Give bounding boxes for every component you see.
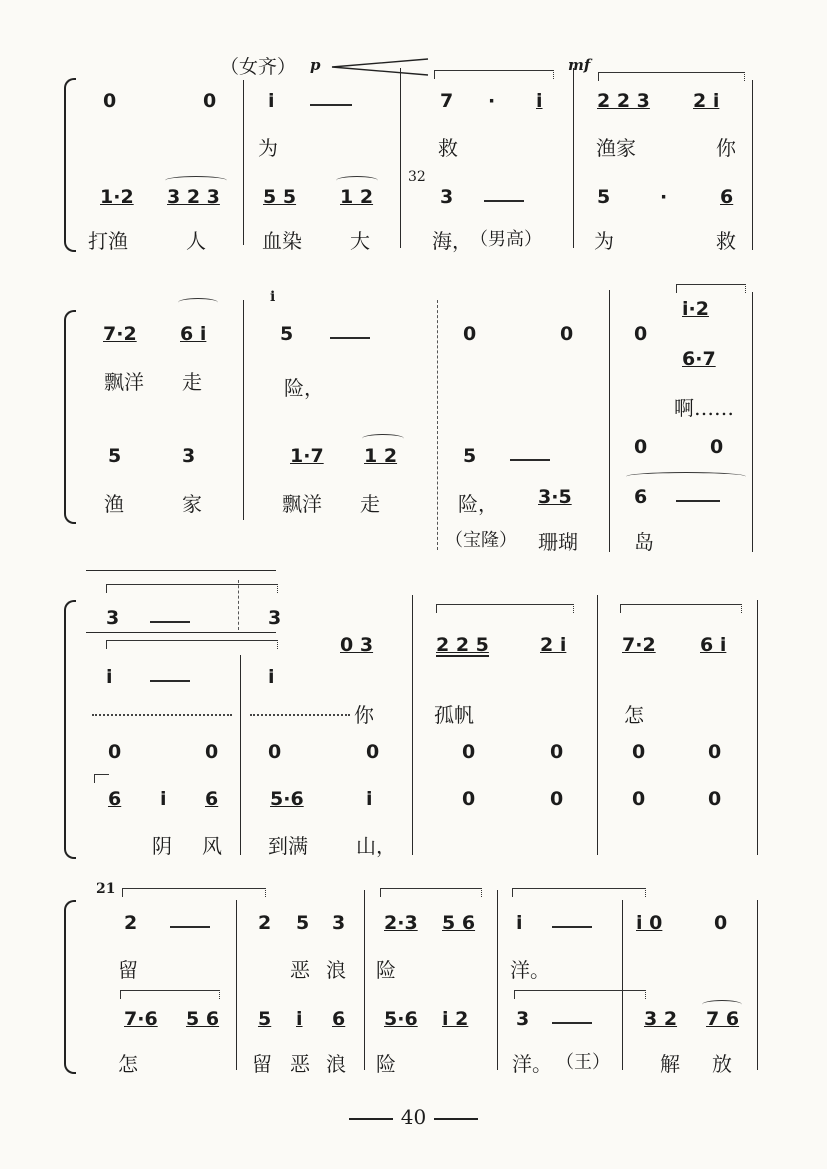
tie-bracket	[598, 72, 745, 81]
page-footer	[0, 1105, 827, 1129]
note-group: 2 i	[540, 634, 567, 656]
note-group: i 2	[442, 1008, 469, 1030]
system-brace	[64, 78, 76, 252]
note: 0	[108, 741, 122, 763]
barline	[757, 600, 758, 855]
sustain-dash	[170, 926, 210, 928]
lyric: 怎	[118, 1052, 138, 1076]
note-group: 5 5	[263, 186, 297, 208]
note: 0	[634, 323, 648, 345]
lyric: 留	[118, 958, 138, 982]
note-group: 6 i	[700, 634, 727, 656]
note-group: 6·7	[682, 348, 716, 370]
note: 0	[268, 741, 282, 763]
footer-rule-right	[434, 1118, 478, 1120]
lyric: 为	[258, 136, 278, 160]
dynamic-p: p	[310, 56, 321, 74]
slur	[336, 176, 378, 185]
barline	[243, 300, 244, 520]
lyric: 到满	[268, 834, 308, 858]
note: 5	[296, 912, 310, 934]
lyric: 险	[376, 1052, 396, 1076]
note-group: 7·2	[103, 323, 137, 345]
lyric: 渔家	[596, 136, 636, 160]
note: 3	[332, 912, 346, 934]
lyric: 渔	[104, 492, 124, 516]
lyric: 走	[360, 492, 380, 516]
tie-bracket	[94, 774, 109, 783]
barline	[497, 890, 498, 1070]
note: 0	[714, 912, 728, 934]
note-group: 3 2 3	[167, 186, 220, 208]
sustain-dash	[484, 200, 524, 202]
note-group: 7·2	[622, 634, 656, 656]
note-group: 2 2 5	[436, 634, 489, 656]
note-group: 1·2	[100, 186, 134, 208]
lyric: 洋。	[510, 958, 550, 982]
lyric: 险	[376, 958, 396, 982]
lyric: 浪	[326, 1052, 346, 1076]
note: 0	[103, 90, 117, 112]
grace-note: 21	[96, 881, 116, 897]
system-brace	[64, 600, 76, 859]
note: 3	[516, 1008, 530, 1030]
grace-note: 32	[408, 169, 426, 185]
dynamic-mf: mf	[568, 56, 591, 74]
note: 0	[550, 741, 564, 763]
barline	[364, 890, 365, 1070]
lyric: 飘洋	[282, 492, 322, 516]
note-group: 7·6	[124, 1008, 158, 1030]
barline	[609, 290, 610, 552]
note-group: i·2	[682, 298, 709, 320]
note-group: 2 2 3	[597, 90, 650, 112]
note: 0	[205, 741, 219, 763]
lyric: 人	[186, 229, 206, 253]
staff-rule	[86, 632, 276, 633]
tie-bracket	[380, 888, 482, 897]
footer-rule-left	[349, 1118, 393, 1120]
lyric: 救	[716, 229, 736, 253]
note-dot: ·	[488, 90, 496, 112]
grace-note: i	[270, 289, 276, 305]
note: 3	[440, 186, 454, 208]
voice-label: （女齐）	[220, 56, 297, 78]
note-group: 5 6	[442, 912, 476, 934]
note: 0	[462, 741, 476, 763]
note: 6	[108, 788, 122, 810]
tie-bracket	[676, 284, 746, 293]
note-group: 3·5	[538, 486, 572, 508]
note-group: 0 3	[340, 634, 374, 656]
tie-bracket	[512, 888, 646, 897]
tie-bracket	[514, 990, 646, 999]
lyric: 家	[182, 492, 202, 516]
sustain-dash	[330, 337, 370, 339]
note-group: 5 6	[186, 1008, 220, 1030]
sustain-dash	[552, 926, 592, 928]
sustain-dash	[150, 680, 190, 682]
melisma-dots	[250, 714, 350, 716]
barline	[236, 900, 237, 1070]
page-number: 40	[400, 1105, 427, 1129]
lyric: 洋。	[512, 1052, 552, 1076]
barline	[597, 595, 598, 855]
note: 0	[550, 788, 564, 810]
staff-rule	[86, 570, 276, 571]
slur	[362, 434, 404, 443]
note-group: 5·6	[270, 788, 304, 810]
note: 6	[332, 1008, 346, 1030]
lyric: 留	[252, 1052, 272, 1076]
lyric: 风	[202, 834, 222, 858]
note: i	[106, 666, 113, 688]
note: i	[366, 788, 373, 810]
note: 5	[108, 445, 122, 467]
note-dot: ·	[660, 186, 668, 208]
voice-label: （男高）	[470, 229, 542, 250]
note: i	[536, 90, 543, 112]
note: 0	[560, 323, 574, 345]
lyric: 飘洋	[104, 370, 144, 394]
note: 0	[366, 741, 380, 763]
system-brace	[64, 900, 76, 1074]
barline	[573, 68, 574, 248]
sustain-dash	[510, 459, 550, 461]
note: 3	[268, 607, 282, 629]
sustain-dash	[150, 621, 190, 623]
note: 6	[634, 486, 648, 508]
note: 5	[258, 1008, 272, 1030]
note: 5	[280, 323, 294, 345]
note: 0	[710, 436, 724, 458]
lyric: 大	[350, 229, 370, 253]
sustain-dash	[676, 500, 720, 502]
lyric: 恶	[290, 958, 310, 982]
barline	[240, 655, 241, 855]
note: i	[268, 666, 275, 688]
lyric: 放	[712, 1052, 732, 1076]
barline	[752, 80, 753, 250]
barline	[757, 900, 758, 1070]
lyric: 为	[594, 229, 614, 253]
lyric: 救	[438, 136, 458, 160]
note: 0	[462, 788, 476, 810]
note: 0	[463, 323, 477, 345]
note: 0	[632, 788, 646, 810]
note-group: 2·3	[384, 912, 418, 934]
tie-bracket	[120, 990, 220, 999]
lyric: 血染	[262, 229, 302, 253]
tie-bracket	[436, 604, 574, 613]
slur	[178, 298, 218, 307]
lyric: 阴	[152, 834, 172, 858]
tie-bracket	[620, 604, 742, 613]
note: 0	[203, 90, 217, 112]
note: 5	[463, 445, 477, 467]
note: 2	[124, 912, 138, 934]
note-group: 2 i	[693, 90, 720, 112]
note-group: 1·7	[290, 445, 324, 467]
sustain-dash	[552, 1022, 592, 1024]
note: 0	[632, 741, 646, 763]
note: 0	[634, 436, 648, 458]
note: 2	[258, 912, 272, 934]
lyric: 险，	[458, 492, 498, 516]
note-group: 3 2	[644, 1008, 678, 1030]
note: 0	[708, 741, 722, 763]
note: i	[296, 1008, 303, 1030]
lyric: 浪	[326, 958, 346, 982]
slur	[626, 472, 746, 481]
lyric: 你	[354, 703, 374, 727]
barline	[412, 595, 413, 855]
lyric: 险，	[284, 376, 324, 400]
crescendo-hairpin-icon	[330, 56, 430, 78]
barline	[622, 900, 623, 1070]
tie-bracket	[122, 888, 266, 897]
slur	[165, 176, 227, 185]
tie-bracket	[434, 70, 554, 79]
note: 3	[182, 445, 196, 467]
lyric: 恶	[290, 1052, 310, 1076]
note: 6	[720, 186, 734, 208]
note-group: 1 2	[340, 186, 374, 208]
note-group: 1 2	[364, 445, 398, 467]
lyric: 海，	[432, 229, 472, 253]
barline	[437, 300, 438, 550]
note: i	[268, 90, 275, 112]
voice-label: （王）	[556, 1052, 610, 1073]
note-group: 7 6	[706, 1008, 740, 1030]
lyric: 解	[660, 1052, 680, 1076]
note: 3	[106, 607, 120, 629]
sustain-dash	[310, 104, 352, 106]
lyric: 孤帆	[434, 703, 474, 727]
note: 0	[708, 788, 722, 810]
lyric: 走	[182, 370, 202, 394]
note-group: 6 i	[180, 323, 207, 345]
system-brace	[64, 310, 76, 524]
lyric: 山，	[356, 834, 396, 858]
lyric: 珊瑚	[538, 530, 578, 554]
barline	[400, 68, 401, 248]
note: i	[160, 788, 167, 810]
note-group: 5·6	[384, 1008, 418, 1030]
note: i	[516, 912, 523, 934]
lyric: 怎	[624, 703, 644, 727]
melisma-dots	[92, 714, 232, 716]
lyric: 岛	[634, 530, 654, 554]
barline	[752, 292, 753, 552]
lyric: 你	[716, 136, 736, 160]
note: 6	[205, 788, 219, 810]
note: 5	[597, 186, 611, 208]
tie-bracket	[106, 640, 278, 649]
voice-label: （宝隆）	[445, 530, 517, 551]
tie-bracket	[106, 584, 278, 593]
note: 7	[440, 90, 454, 112]
note-group: i 0	[636, 912, 663, 934]
lyric: 打渔	[88, 229, 128, 253]
lyric: 啊……	[674, 396, 734, 420]
barline	[243, 80, 244, 245]
